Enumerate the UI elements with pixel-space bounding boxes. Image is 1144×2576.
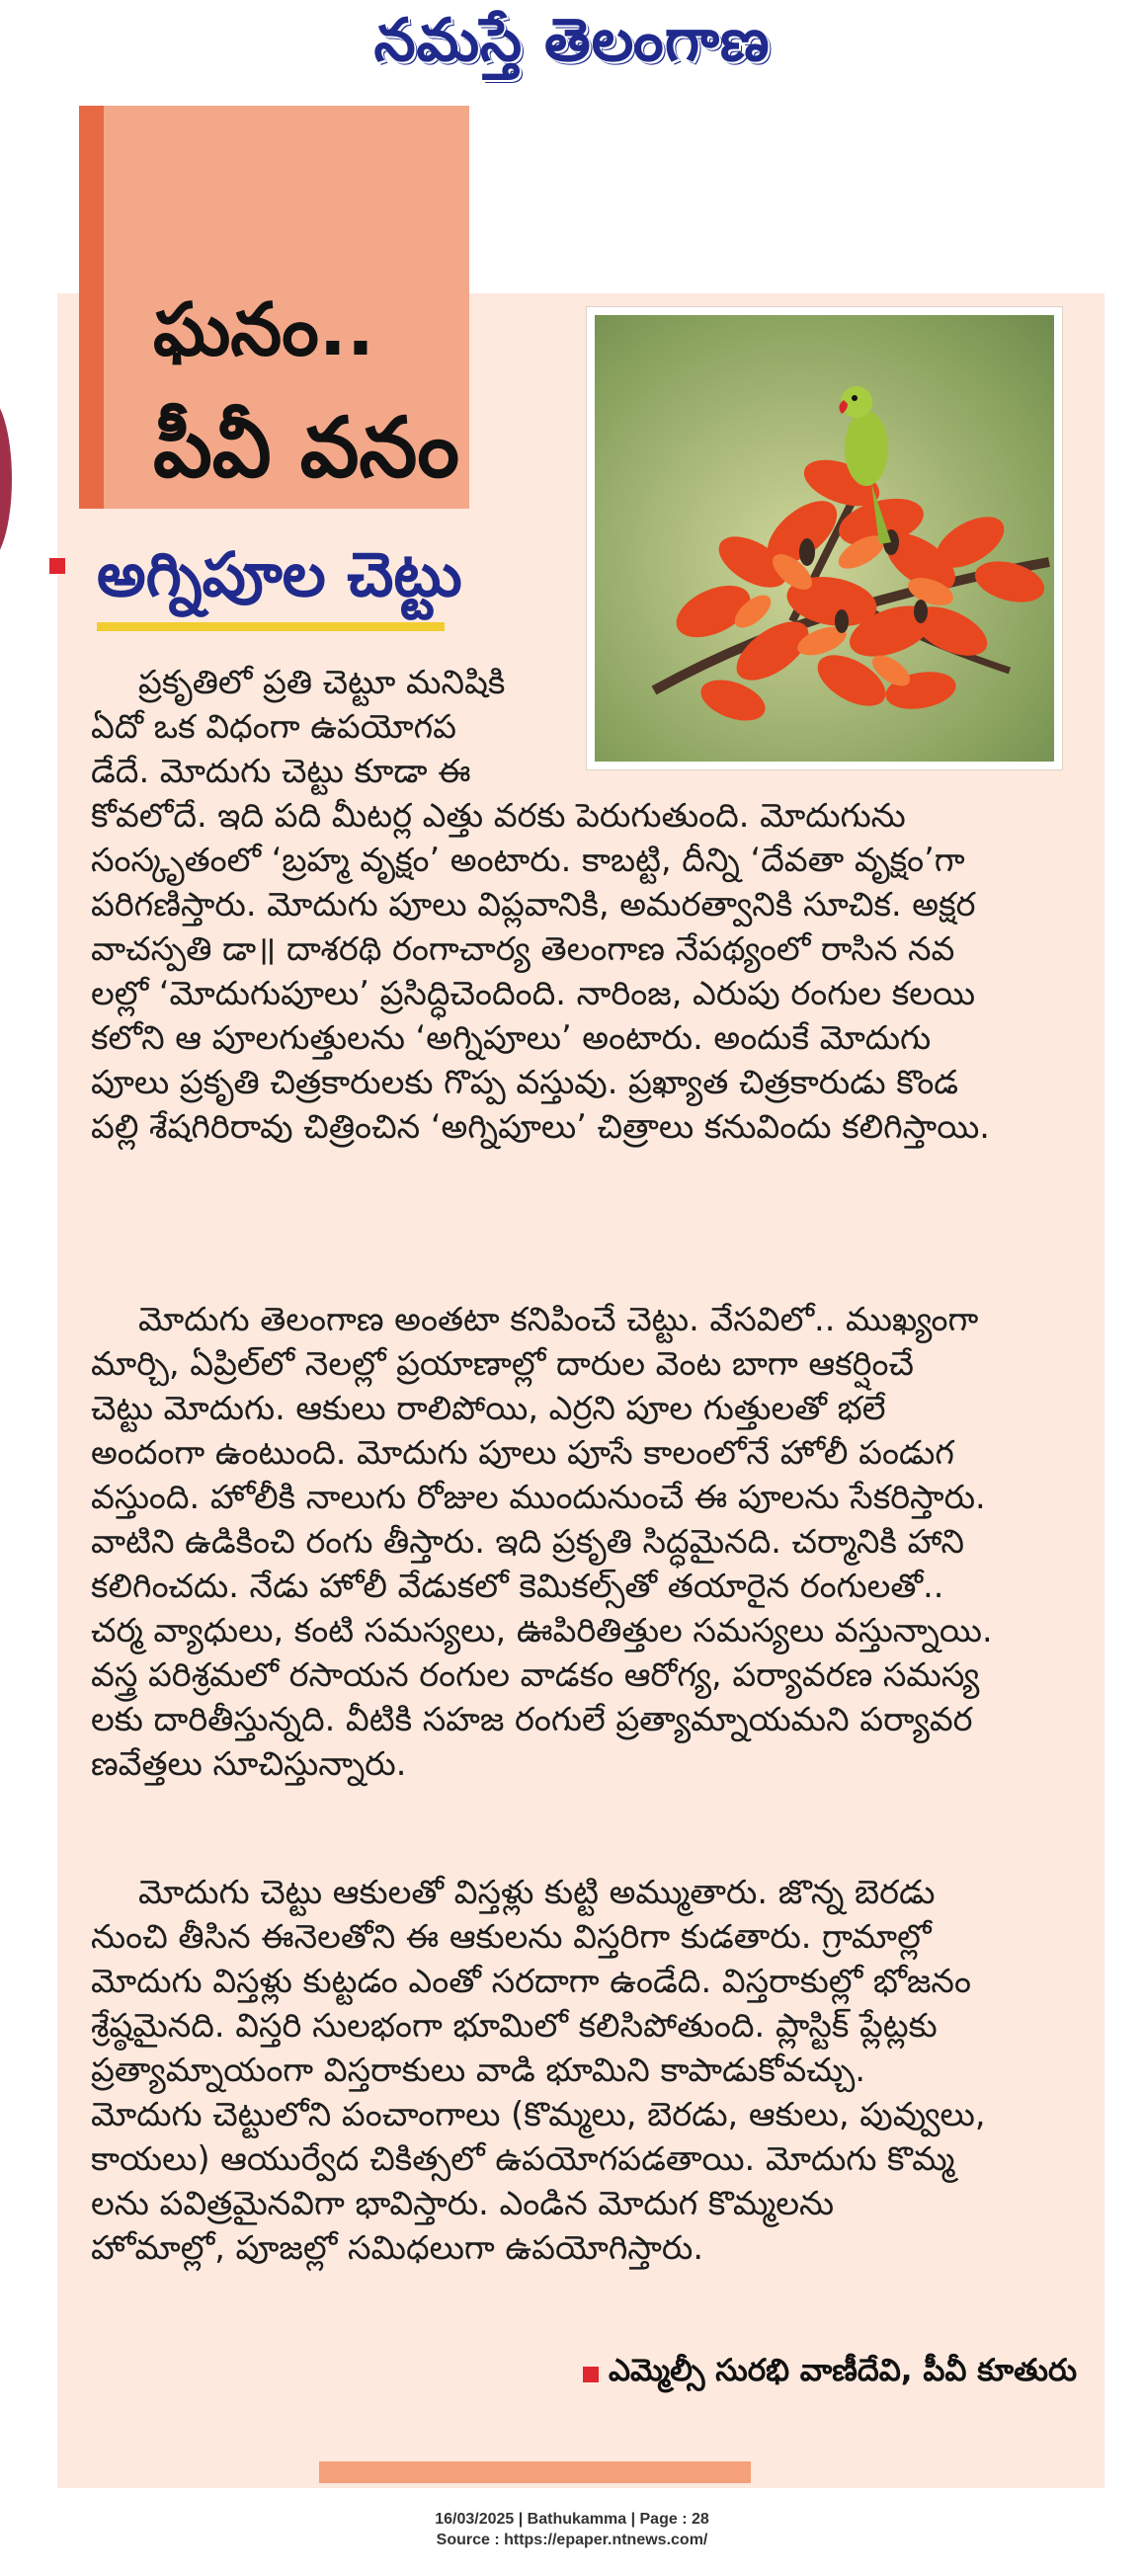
masthead	[0, 0, 1144, 79]
paragraph-1	[91, 660, 990, 1149]
text-line: లను పవిత్రమైనవిగా భావిస్తారు. ఎండిన మోదుగ కొమ్మలను	[91, 2184, 835, 2222]
text-line: వస్తుంది. హోలీకి నాలుగు రోజుల ముందునుంచే ఈ పూలను సేకరిస్తారు.	[91, 1478, 986, 1516]
text-line: కోవలోదే. ఇది పది మీటర్ల ఎత్తు వరకు పెరుగుతుంది. మోదుగును	[91, 796, 906, 835]
subhead-underline	[97, 622, 445, 631]
headline-accent-bar	[79, 106, 104, 509]
credit-bullet	[583, 2367, 599, 2382]
bottom-accent-bar	[319, 2461, 751, 2483]
text-line: మోదుగు చెట్టు ఆకులతో విస్తళ్లు కుట్టి అమ్ముతారు. జొన్న బెరడు	[138, 1873, 936, 1911]
text-line: వాచస్పతి డా॥ దాశరథి రంగాచార్య తెలంగాణ నేపథ్యంలో రాసిన నవ	[91, 929, 955, 968]
paragraph-3	[91, 1870, 986, 2270]
text-line: ఏదో ఒక విధంగా ఉపయోగప	[91, 707, 456, 746]
text-line: నుంచి తీసిన ఈనెలతోని ఈ ఆకులను విస్తరిగా కుడతారు. గ్రామాల్లో	[91, 1917, 932, 1956]
text-line: డేదే. మోదుగు చెట్టు కూడా ఈ	[91, 752, 471, 790]
text-line: ణవేత్తలు సూచిస్తున్నారు.	[91, 1744, 407, 1783]
adjacent-page-graphic	[0, 395, 12, 563]
text-line: పరిగణిస్తారు. మోదుగు పూలు విప్లవానికి, అమరత్వానికి సూచిక. అక్షర	[91, 885, 976, 924]
text-line: వాటిని ఉడికించి రంగు తీస్తారు. ఇది ప్రకృతి సిద్ధమైనది. చర్మానికి హాని	[91, 1522, 965, 1561]
text-line: చెట్టు మోదుగు. ఆకులు రాలిపోయి, ఎర్రని పూల గుత్తులతో భలే	[91, 1389, 886, 1427]
headline-line-1: ఘనం..	[153, 287, 374, 372]
footer-date-line: 16/03/2025 | Bathukamma | Page : 28	[435, 2511, 709, 2528]
headline-line-2: పీవీ వనం	[153, 399, 459, 496]
subhead-title: అగ్నిపూల చెట్టు	[97, 538, 462, 610]
paragraph-2	[91, 1297, 993, 1786]
text-line: శ్రేష్ఠమైనది. విస్తరి సులభంగా భూమిలో కలిసిపోతుంది. ప్లాస్టిక్ ప్లేట్లకు	[91, 2006, 938, 2045]
author-credit: ఎమ్మెల్సీ సురభి వాణీదేవి, పీవీ కూతురు	[609, 2353, 1078, 2388]
text-line: పూలు ప్రకృతి చిత్రకారులకు గొప్ప వస్తువు. ప్రఖ్యాత చిత్రకారుడు కొండ	[91, 1063, 959, 1101]
text-line: మార్చి, ఏప్రిల్‌లో నెలల్లో ప్రయాణాల్లో దారుల వెంట బాగా ఆకర్షించే	[91, 1344, 914, 1383]
text-line: అందంగా ఉంటుంది. మోదుగు పూలు పూసే కాలంలోనే హోలీ పండుగ	[91, 1433, 954, 1472]
text-line: సంస్కృతంలో ‘బ్రహ్మ వృక్షం’ అంటారు. కాబట్టి, దీన్ని ‘దేవతా వృక్షం’గా	[91, 841, 965, 879]
text-line: కాయలు) ఆయుర్వేద చికిత్సలో ఉపయోగపడతాయి. మోదుగు కొమ్మ	[91, 2139, 955, 2178]
masthead-title: నమస్తే తెలంగాణ	[373, 6, 771, 75]
headline-box	[79, 106, 469, 509]
text-line: వస్త్ర పరిశ్రమలో రసాయన రంగుల వాడకం ఆరోగ్య, పర్యావరణ సమస్య	[91, 1655, 980, 1694]
text-line: హోమాల్లో, పూజల్లో సమిధలుగా ఉపయోగిస్తారు.	[91, 2228, 703, 2267]
text-line: మోదుగు చెట్టులోని పంచాంగాలు (కొమ్మలు, బెరడు, ఆకులు, పువ్వులు,	[91, 2095, 986, 2133]
text-line: లకు దారితీస్తున్నది. వీటికి సహజ రంగులే ప్రత్యామ్నాయమని పర్యావర	[91, 1700, 973, 1738]
text-line: మోదుగు తెలంగాణ అంతటా కనిపించే చెట్టు. వేసవిలో.. ముఖ్యంగా	[138, 1300, 979, 1338]
text-line: మోదుగు విస్తళ్లు కుట్టడం ఎంతో సరదాగా ఉండేది. విస్తరాకుల్లో భోజనం	[91, 1962, 971, 2000]
text-line: కలిగించదు. నేడు హోలీ వేడుకలో కెమికల్స్‌తో తయారైన రంగులతో..	[91, 1567, 944, 1605]
text-line: ప్రకృతిలో ప్రతి చెట్టూ మనిషికి	[138, 663, 506, 701]
text-line: పల్లి శేషగిరిరావు చిత్రించిన ‘అగ్నిపూలు’ చిత్రాలు కనువిందు కలిగిస్తాయి.	[91, 1107, 990, 1146]
text-line: ప్రత్యామ్నాయంగా విస్తరాకులు వాడి భూమిని కాపాడుకోవచ్చు.	[91, 2051, 866, 2089]
footer-source-line: Source : https://epaper.ntnews.com/	[436, 2532, 708, 2548]
text-line: కలోని ఆ పూలగుత్తులను ‘అగ్నిపూలు’ అంటారు. అందుకే మోదుగు	[91, 1018, 932, 1057]
text-line: చర్మ వ్యాధులు, కంటి సమస్యలు, ఊపిరితిత్తుల సమస్యలు వస్తున్నాయి.	[91, 1611, 993, 1650]
subhead-bullet	[49, 558, 65, 574]
text-line: లల్లో ‘మోదుగుపూలు’ ప్రసిద్ధిచెందింది. నారింజ, ఎరుపు రంగుల కలయి	[91, 974, 976, 1012]
